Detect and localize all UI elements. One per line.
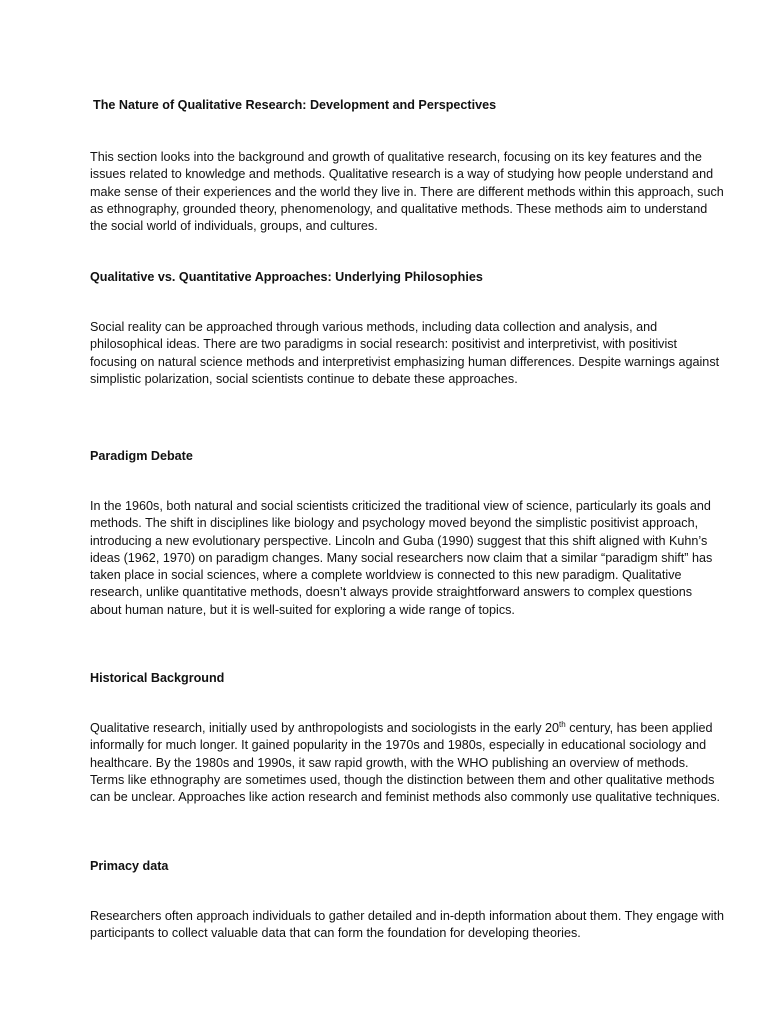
section-heading-primacy-data: Primacy data <box>90 859 169 873</box>
section-heading-historical-background: Historical Background <box>90 671 225 685</box>
historical-text-end: century, has been applied informally for much longer. It gained popularity in the 1970s and 1980s, especially in educational sociology and healthcare. By the 1980s and 1990s, it saw rapid growth, with the WHO publishing an overview of methods. Terms like ethnography are sometimes used, though the distinction between them and other qualitative methods can be unclear. Approaches like action research and feminist methods also commonly use qualitative techniques. <box>90 721 721 805</box>
ordinal-superscript: th <box>559 719 566 729</box>
section-heading-philosophies: Qualitative vs. Quantitative Approaches: Underlying Philosophies <box>90 270 483 284</box>
document-title: The Nature of Qualitative Research: Development and Perspectives <box>93 98 497 112</box>
section-body-historical-background <box>90 720 726 806</box>
intro-paragraph: This section looks into the background and growth of qualitative research, focusing on its key features and the issues related to knowledge and methods. Qualitative research is a way of studying how people understand and make sense of their experiences and the world they live in. There are different methods within this approach, such as ethnography, grounded theory, phenomenology, and qualitative methods. These methods aim to understand the social world of individuals, groups, and cultures. <box>90 150 724 234</box>
section-body-primacy-data: Researchers often approach individuals to gather detailed and in-depth information about them. They engage with participants to collect valuable data that can form the foundation for developing theories. <box>90 909 725 941</box>
historical-text-start: Qualitative research, initially used by anthropologists and sociologists in the early 20 <box>90 721 560 735</box>
section-heading-paradigm-debate: Paradigm Debate <box>90 449 193 463</box>
section-body-philosophies: Social reality can be approached through various methods, including data collection and analysis, and philosophical ideas. There are two paradigms in social research: positivist and interpretivist, with positivist focusing on natural science methods and interpretivist emphasizing human differences. Despite warnings against simplistic polarization, social scientists continue to debate these approaches. <box>90 320 720 386</box>
section-body-paradigm-debate: In the 1960s, both natural and social scientists criticized the traditional view of science, particularly its goals and methods. The shift in disciplines like biology and psychology moved beyond the simplistic positivist approach, introducing a new evolutionary perspective. Lincoln and Guba (1990) suggest that this shift aligned with Kuhn’s ideas (1962, 1970) on paradigm changes. Many social researchers now claim that a similar “paradigm shift” has taken place in social sciences, where a complete worldview is connected to this new paradigm. Qualitative research, unlike quantitative methods, doesn’t always provide straightforward answers to complex questions about human nature, but it is well-suited for exploring a wide range of topics. <box>90 499 713 617</box>
